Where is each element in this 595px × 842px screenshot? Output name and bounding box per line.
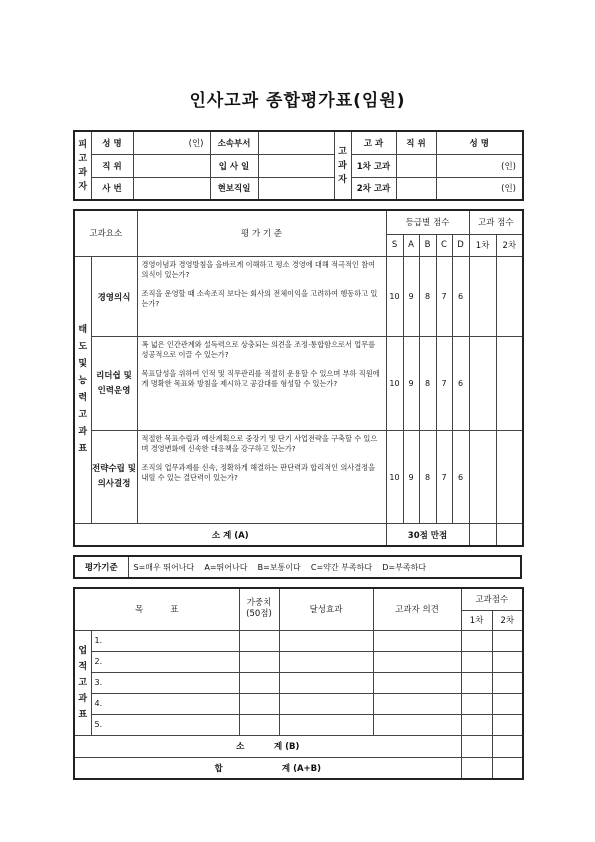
second-score-cell[interactable] — [496, 256, 523, 336]
first-score-cell[interactable] — [469, 256, 496, 336]
first-score-cell[interactable] — [461, 630, 492, 651]
name-seal[interactable]: (인) — [133, 131, 210, 154]
second-score-cell[interactable] — [492, 693, 523, 714]
criteria-line: 적절한 목표수립과 예산계획으로 중장기 및 단기 사업전략을 구축할 수 있으며 경영변화에 신속한 대응책을 강구하고 있는가? — [141, 433, 378, 453]
grade-c: C — [436, 234, 452, 256]
score-d[interactable]: 6 — [452, 256, 469, 336]
rater-col-1: 고 과 — [351, 131, 396, 154]
total-label: 합 계 (A+B) — [74, 757, 461, 779]
first-rater-label: 1차 고과 — [351, 154, 396, 177]
standard-text: S=매우 뛰어나다 A=뛰어나다 B=보통이다 C=약간 부족하다 D=부족하다 — [128, 556, 521, 578]
name-label: 성 명 — [91, 131, 133, 154]
hire-label: 입 사 일 — [210, 154, 258, 177]
element-header: 고과요소 — [74, 210, 137, 256]
grade-a: A — [403, 234, 419, 256]
grade-s: S — [386, 234, 403, 256]
second-score-cell[interactable] — [496, 430, 523, 524]
subtotal-b-second[interactable] — [492, 735, 523, 757]
score-c[interactable]: 7 — [436, 337, 452, 431]
score-s[interactable]: 10 — [386, 430, 403, 524]
item-criteria — [137, 256, 386, 336]
second-rater-label: 2차 고과 — [351, 177, 396, 200]
category-label-performance: 업적고과표 — [74, 630, 91, 735]
effect-cell[interactable] — [279, 693, 373, 714]
first-rater-seal[interactable]: (인) — [436, 154, 523, 177]
second-score-cell[interactable] — [492, 714, 523, 735]
subtotal-a-max: 30점 만점 — [386, 524, 469, 546]
goal-row[interactable]: 3. — [91, 672, 239, 693]
perf-score-col-1: 1차 — [461, 610, 492, 630]
weight-cell[interactable] — [239, 714, 279, 735]
opinion-cell[interactable] — [373, 672, 461, 693]
item-criteria — [137, 337, 386, 431]
position-label: 직 위 — [91, 154, 133, 177]
page-title: 인사고과 종합평가표(임원) — [189, 91, 406, 111]
score-d[interactable]: 6 — [452, 337, 469, 431]
first-score-cell[interactable] — [461, 672, 492, 693]
first-rater-position[interactable] — [396, 154, 436, 177]
performance-table — [73, 587, 524, 780]
opinion-cell[interactable] — [373, 630, 461, 651]
dept-field[interactable] — [258, 131, 334, 154]
id-label: 사 번 — [91, 177, 133, 200]
id-field[interactable] — [133, 177, 210, 200]
perf-score-header: 고과점수 — [461, 588, 523, 610]
score-col-2: 2차 — [496, 234, 523, 256]
item-name: 전략수립 및 의사결정 — [91, 430, 137, 524]
second-score-cell[interactable] — [492, 630, 523, 651]
second-rater-position[interactable] — [396, 177, 436, 200]
score-c[interactable]: 7 — [436, 430, 452, 524]
effect-header: 달성효과 — [279, 588, 373, 630]
criteria-header: 평 가 기 준 — [137, 210, 386, 256]
standard-table — [73, 555, 522, 579]
item-name: 리더쉽 및 인력운영 — [91, 337, 137, 431]
standard-label: 평가기준 — [74, 556, 128, 578]
first-score-cell[interactable] — [461, 693, 492, 714]
score-b[interactable]: 8 — [419, 256, 436, 336]
score-s[interactable]: 10 — [386, 337, 403, 431]
effect-cell[interactable] — [279, 672, 373, 693]
goal-header: 목 표 — [74, 588, 239, 630]
weight-cell[interactable] — [239, 693, 279, 714]
score-b[interactable]: 8 — [419, 337, 436, 431]
item-name: 경영의식 — [91, 256, 137, 336]
weight-cell[interactable] — [239, 672, 279, 693]
first-score-cell[interactable] — [469, 430, 496, 524]
effect-cell[interactable] — [279, 651, 373, 672]
effect-cell[interactable] — [279, 630, 373, 651]
effect-cell[interactable] — [279, 714, 373, 735]
total-second[interactable] — [492, 757, 523, 779]
score-header: 고과 점수 — [469, 210, 523, 234]
weight-header: 가중치 (50점) — [239, 588, 279, 630]
score-b[interactable]: 8 — [419, 430, 436, 524]
goal-row[interactable]: 1. — [91, 630, 239, 651]
criteria-line: 조직의 업무과제를 신속, 정확하게 해결하는 판단력과 합리적인 의사결정을 내릴 수 있는 결단력이 있는가? — [141, 462, 376, 482]
goal-row[interactable]: 2. — [91, 651, 239, 672]
current-post-label: 현보직일 — [210, 177, 258, 200]
perf-score-col-2: 2차 — [492, 610, 523, 630]
score-c[interactable]: 7 — [436, 256, 452, 336]
weight-cell[interactable] — [239, 651, 279, 672]
opinion-cell[interactable] — [373, 651, 461, 672]
second-score-cell[interactable] — [492, 672, 523, 693]
score-a[interactable]: 9 — [403, 337, 419, 431]
goal-row[interactable]: 4. — [91, 693, 239, 714]
rater-col-3: 성 명 — [436, 131, 523, 154]
position-field[interactable] — [133, 154, 210, 177]
criteria-line: 경영이념과 경영방침을 올바르게 이해하고 평소 경영에 대해 적극적인 참여의식이 있는가? — [141, 259, 376, 279]
subtotal-b-label: 소 계 (B) — [74, 735, 461, 757]
weight-cell[interactable] — [239, 630, 279, 651]
second-score-cell[interactable] — [496, 337, 523, 431]
grade-d: D — [452, 234, 469, 256]
first-score-cell[interactable] — [461, 714, 492, 735]
score-col-1: 1차 — [469, 234, 496, 256]
grade-header: 등급별 점수 — [386, 210, 469, 234]
score-a[interactable]: 9 — [403, 430, 419, 524]
criteria-line: 폭 넓은 인간관계와 설득력으로 상충되는 의견을 조정·통합함으로서 업무를 성공적으로 이끌 수 있는가? — [141, 340, 376, 360]
dept-label: 소속부서 — [210, 131, 258, 154]
evaluation-table — [73, 209, 524, 547]
header-table — [73, 130, 524, 201]
second-rater-seal[interactable]: (인) — [436, 177, 523, 200]
second-score-cell[interactable] — [492, 651, 523, 672]
current-post-field[interactable] — [258, 177, 334, 200]
subtotal-a-first[interactable] — [469, 524, 496, 546]
score-d[interactable]: 6 — [452, 430, 469, 524]
criteria-line: 목표달성을 위하여 인적 및 직무관리를 적절히 운용할 수 있으며 부하 직원에게 명확한 목표와 방침을 제시하고 공감대를 형성할 수 있는가? — [141, 369, 380, 389]
goal-row[interactable]: 5. — [91, 714, 239, 735]
score-a[interactable]: 9 — [403, 256, 419, 336]
subtotal-a-second[interactable] — [496, 524, 523, 546]
ratee-label: 피고과자 — [74, 131, 91, 200]
opinion-cell[interactable] — [373, 693, 461, 714]
subtotal-b-first[interactable] — [461, 735, 492, 757]
opinion-header: 고과자 의견 — [373, 588, 461, 630]
subtotal-a-label: 소 계 (A) — [74, 524, 386, 546]
criteria-line: 조직을 운영할 때 소속조직 보다는 회사의 전체이익을 고려하여 행동하고 있는가? — [141, 288, 378, 308]
grade-b: B — [419, 234, 436, 256]
category-label-attitude: 태도 및 능력 고과표 — [74, 256, 91, 524]
score-s[interactable]: 10 — [386, 256, 403, 336]
rater-label: 고과자 — [334, 131, 351, 200]
total-first[interactable] — [461, 757, 492, 779]
hire-field[interactable] — [258, 154, 334, 177]
rater-col-2: 직 위 — [396, 131, 436, 154]
first-score-cell[interactable] — [469, 337, 496, 431]
first-score-cell[interactable] — [461, 651, 492, 672]
item-criteria — [137, 430, 386, 524]
opinion-cell[interactable] — [373, 714, 461, 735]
